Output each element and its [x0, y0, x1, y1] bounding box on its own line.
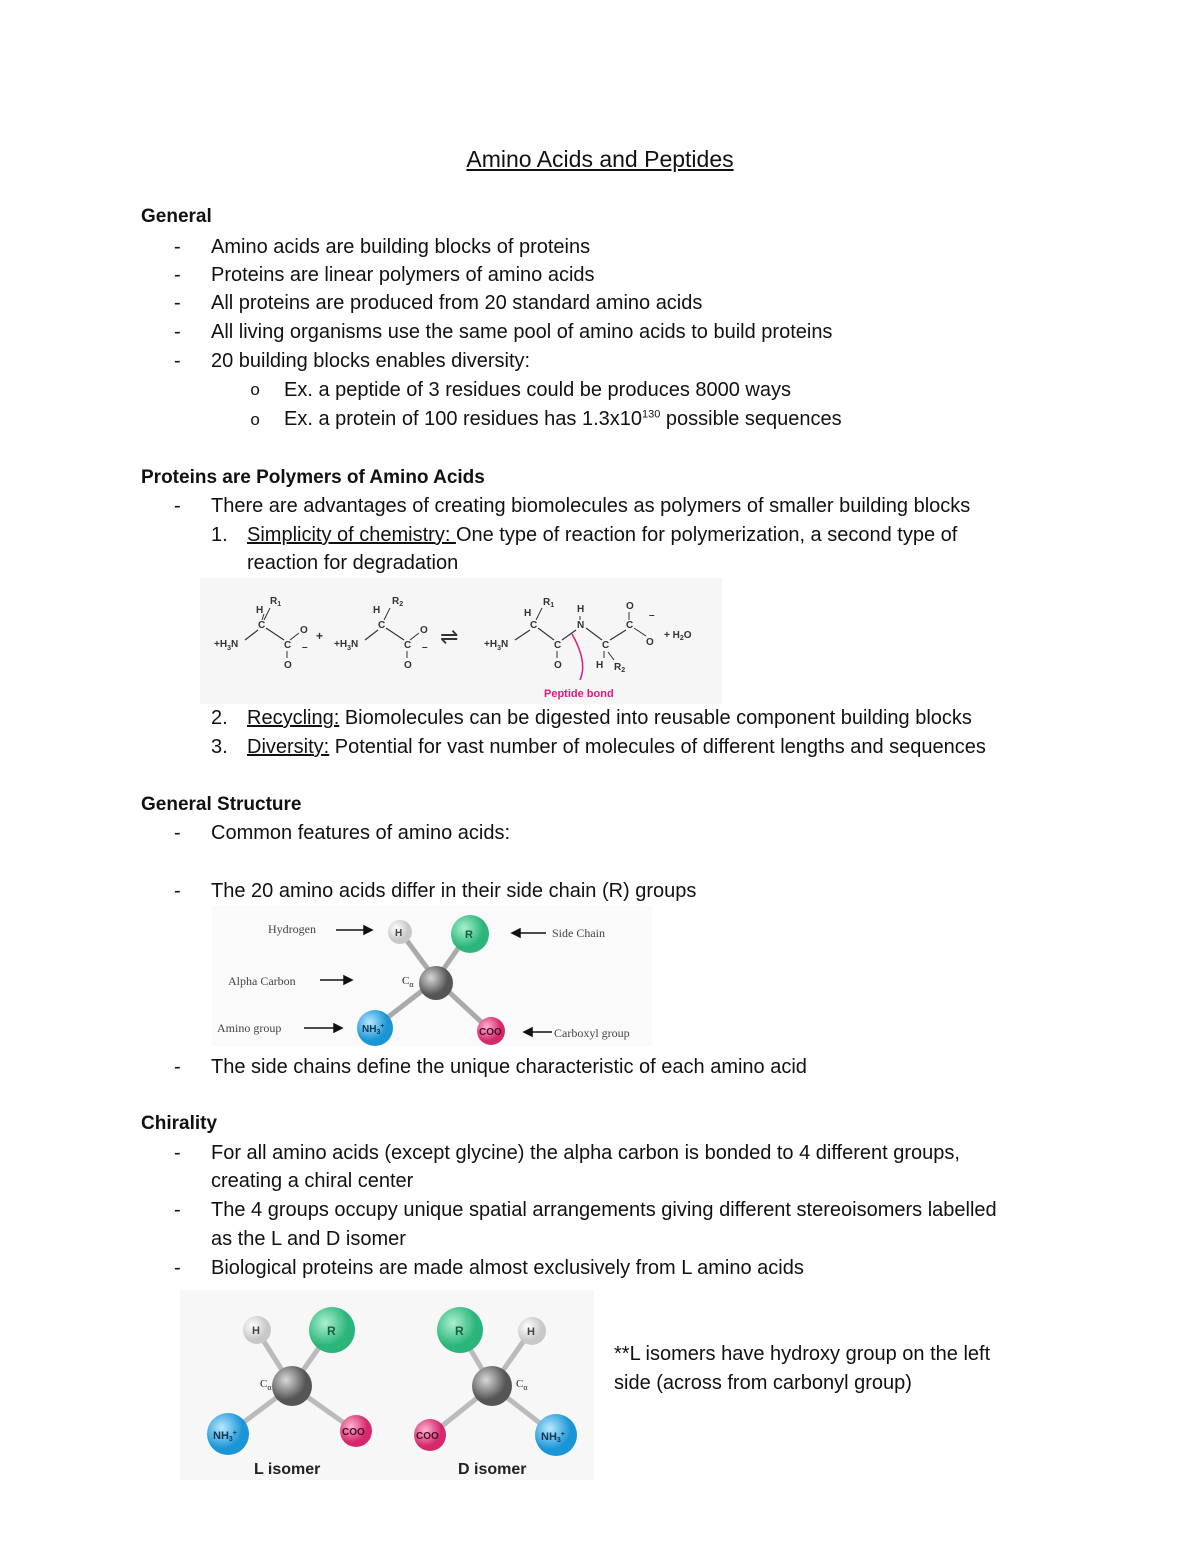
list-item: Amino acids are building blocks of proteins: [211, 236, 591, 258]
carbon-label: C: [284, 640, 292, 651]
isomer-note-line1: **L isomers have hydroxy group on the left: [614, 1343, 991, 1365]
amino-group-caption: Amino group: [217, 1021, 282, 1035]
bullet-dash: -: [174, 264, 181, 286]
carbon-label: C: [378, 620, 386, 631]
amino-group-ball-label: NH3+: [213, 1430, 237, 1443]
hydrogen-ball-label: H: [527, 1326, 535, 1338]
hydrogen-ball-label: H: [252, 1325, 260, 1337]
l-isomer-label: L isomer: [254, 1461, 321, 1478]
side-chain-caption: Side Chain: [552, 926, 605, 940]
list-item: The side chains define the unique characteristic of each amino acid: [211, 1056, 807, 1078]
list-item: For all amino acids (except glycine) the alpha carbon is bonded to 4 different groups,: [211, 1142, 960, 1164]
isomer-note-line2: side (across from carbonyl group): [614, 1372, 912, 1394]
nitrogen-label: N: [577, 620, 585, 631]
d-isomer-label: D isomer: [458, 1461, 527, 1478]
list-item: Common features of amino acids:: [211, 822, 511, 844]
carboxyl-group-ball-label: COO: [416, 1431, 439, 1442]
carboxyl-group-ball-label: COO: [342, 1427, 365, 1438]
list-item: All living organisms use the same pool of amino acids to build proteins: [211, 321, 833, 343]
amino-acid-structure-figure: [212, 906, 652, 1046]
numbered-item-continued: reaction for degradation: [247, 552, 459, 574]
list-item: Biological proteins are made almost exclusively from L amino acids: [211, 1257, 804, 1279]
bullet-dash: -: [174, 321, 181, 343]
term: Recycling:: [247, 707, 340, 729]
carbon-label: C: [404, 640, 412, 651]
numbered-item: [247, 524, 957, 547]
alpha-carbon-ball-label: $C_\alpha$: [402, 975, 414, 989]
minus-label: –: [649, 610, 655, 621]
minus-label: –: [422, 642, 428, 653]
item-text: Potential for vast number of molecules of different lengths and sequences: [329, 736, 986, 758]
list-item: There are advantages of creating biomolecules as polymers of smaller building blocks: [211, 495, 971, 517]
carbon-label: C: [626, 620, 634, 631]
h3n-label: $+H_3N$: [214, 639, 239, 652]
term: Simplicity of chemistry:: [247, 524, 456, 546]
section-heading-chirality: Chirality: [141, 1113, 218, 1134]
sub-list-item: Ex. a peptide of 3 residues could be produces 8000 ways: [284, 379, 791, 401]
bullet-dash: -: [174, 822, 181, 844]
isomers-diagram: [180, 1290, 594, 1480]
numbered-item: [247, 707, 972, 730]
r2-label: $R_2$: [614, 662, 626, 674]
bullet-dash: -: [174, 350, 181, 372]
carbon-label: C: [530, 620, 538, 631]
item-text: One type of reaction for polymerization, a second type of: [455, 524, 958, 546]
bullet-dash: -: [174, 1257, 181, 1279]
r1-label: $R_1$: [543, 597, 555, 609]
carboxyl-group-caption: Carboxyl group: [554, 1026, 630, 1040]
list-item: All proteins are produced from 20 standard amino acids: [211, 292, 703, 314]
sub-list-item: [284, 408, 842, 431]
hydrogen-label: H: [577, 604, 585, 615]
isomers-figure: [180, 1290, 594, 1480]
bullet-dash: -: [174, 292, 181, 314]
side-chain-ball-label: R: [455, 1324, 464, 1338]
hydrogen-caption: Hydrogen: [268, 922, 316, 936]
water-label: + $H_2O$: [664, 630, 692, 642]
term: Diversity:: [247, 736, 330, 758]
list-item: 20 building blocks enables diversity:: [211, 350, 531, 372]
carbon-label: C: [554, 640, 562, 651]
list-item-continued: creating a chiral center: [211, 1170, 414, 1192]
oxygen-label: O: [554, 660, 562, 671]
equilibrium-arrow: ⇌: [440, 624, 459, 649]
r2-label: $R_2$: [392, 596, 404, 608]
oxygen-label: O: [284, 660, 292, 671]
hydrogen-ball-label: H: [395, 928, 403, 939]
hydrogen-label: H: [596, 660, 604, 671]
minus-label: –: [302, 642, 308, 653]
sub2-suffix: possible sequences: [660, 408, 842, 430]
carboxyl-group-ball-label: COO: [479, 1027, 502, 1038]
amino-group-ball-label: NH3+: [541, 1431, 565, 1444]
exponent: 130: [642, 408, 661, 421]
list-item-continued: as the L and D isomer: [211, 1228, 406, 1250]
side-chain-ball-label: R: [465, 929, 473, 941]
page-title: Amino Acids and Peptides: [466, 146, 734, 172]
alpha-carbon-ball-label: $C_\alpha$: [516, 1378, 528, 1392]
hydrogen-label: H: [373, 605, 381, 616]
h3n-label: $+H_3N$: [484, 639, 509, 652]
numbered-item: [247, 736, 986, 759]
sub-bullet-marker: o: [250, 412, 261, 431]
peptide-reaction-diagram: [200, 578, 722, 704]
oxygen-label: O: [646, 637, 654, 648]
alpha-carbon-caption: Alpha Carbon: [228, 974, 296, 988]
list-number: 2.: [211, 707, 228, 729]
hydrogen-label: H: [256, 605, 264, 616]
carbon-label: C: [602, 640, 610, 651]
list-number: 3.: [211, 736, 228, 758]
amino-acid-structure-diagram: [212, 906, 652, 1046]
list-item: The 20 amino acids differ in their side chain (R) groups: [211, 880, 697, 902]
list-number: 1.: [211, 524, 228, 546]
sub2-prefix: Ex. a protein of 100 residues has 1.3x10: [284, 408, 643, 430]
l-isomer-model: [207, 1307, 372, 1478]
alpha-carbon-ball: [272, 1366, 312, 1406]
bullet-dash: -: [174, 1142, 181, 1164]
peptide-bond-label: Peptide bond: [544, 688, 614, 700]
oxygen-label: O: [420, 625, 428, 636]
sub-bullet-marker: o: [250, 382, 261, 401]
section-heading-structure: General Structure: [141, 794, 302, 815]
list-item: Proteins are linear polymers of amino acids: [211, 264, 595, 286]
carbon-label: C: [258, 620, 266, 631]
list-item: The 4 groups occupy unique spatial arrangements giving different stereoisomers labelled: [211, 1199, 997, 1221]
oxygen-label: O: [404, 660, 412, 671]
section-heading-polymers: Proteins are Polymers of Amino Acids: [141, 467, 485, 488]
oxygen-label: O: [626, 601, 634, 612]
section-heading-general: General: [141, 206, 212, 227]
hydrogen-label: H: [524, 608, 532, 619]
bullet-dash: -: [174, 236, 181, 258]
side-chain-ball-label: R: [327, 1324, 336, 1338]
alpha-carbon-ball: [419, 966, 453, 1000]
alpha-carbon-ball-label: $C_\alpha$: [260, 1378, 272, 1392]
h3n-label: $+H_3N$: [334, 639, 359, 652]
amino-group-ball-label: $NH_3^+$: [362, 1023, 385, 1036]
bullet-dash: -: [174, 880, 181, 902]
bullet-dash: -: [174, 1199, 181, 1221]
bullet-dash: -: [174, 1056, 181, 1078]
bullet-dash: -: [174, 495, 181, 517]
alpha-carbon-ball: [472, 1366, 512, 1406]
r1-label: $R_1$: [270, 596, 282, 608]
peptide-reaction-figure: [200, 578, 722, 704]
plus-sign: +: [316, 629, 324, 643]
d-isomer-model: [414, 1307, 577, 1478]
item-text: Biomolecules can be digested into reusable component building blocks: [339, 707, 972, 729]
oxygen-label: O: [300, 625, 308, 636]
